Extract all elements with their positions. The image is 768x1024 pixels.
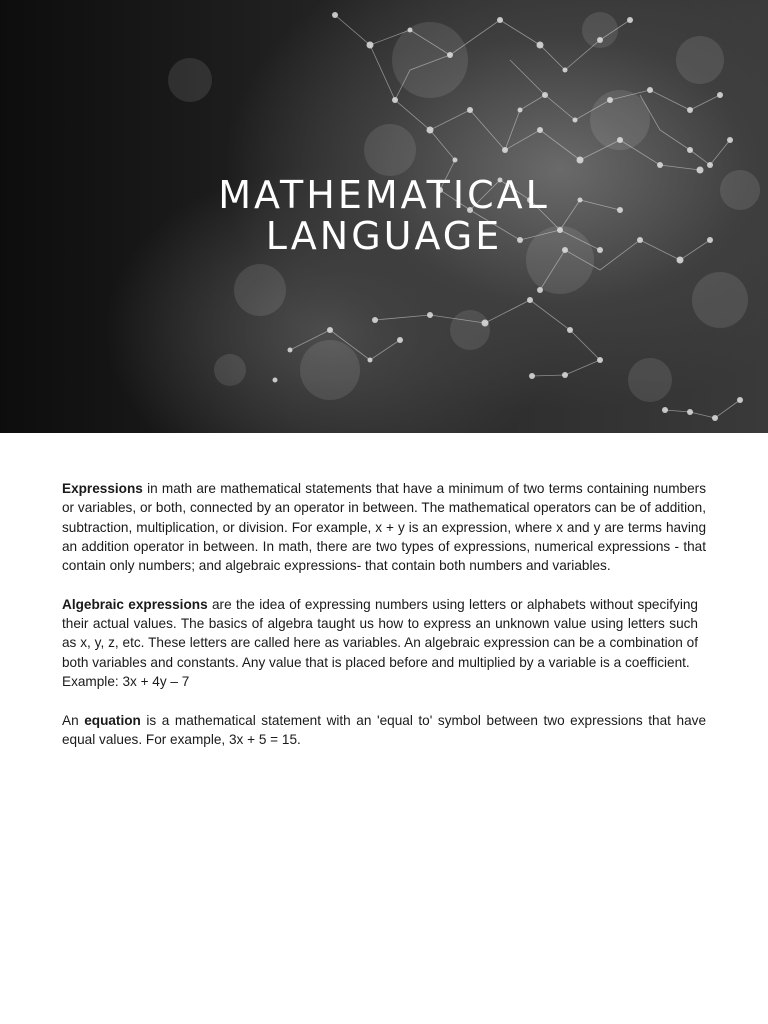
document-body	[62, 479, 706, 768]
title-line-1: MATHEMATICAL	[218, 173, 550, 217]
paragraph-equation-text: is a mathematical statement with an 'equal to' symbol between two expressions that have equal values. For example, 3x + 5 = 15.	[62, 712, 706, 747]
term-equation: equation	[84, 712, 141, 728]
paragraph-algebraic-expressions	[62, 595, 698, 672]
paragraph-expressions	[62, 479, 706, 575]
example-line: Example: 3x + 4y – 7	[62, 673, 190, 689]
title-line-2: LANGUAGE	[265, 214, 503, 258]
term-algebraic-expressions: Algebraic expressions	[62, 596, 208, 612]
paragraph-algebraic-expressions-text: are the idea of expressing numbers using letters or alphabets without specifying their actual values. The basics of algebra taught us how to express an unknown value using letters such as x, y, z, etc. These letters are called here as variables. An algebraic expression can be a combination of both variables and constants. Any value that is placed before and multiplied by a variable is a coefficient.	[62, 596, 698, 670]
paragraph-equation-lead: An	[62, 712, 85, 728]
paragraph-equation	[62, 711, 706, 750]
paragraph-expressions-text: in math are mathematical statements that have a minimum of two terms containing numbers or variables, or both, connected by an operator in between. The mathematical operators can be of addition, subtraction, multiplication, or division. For example, x + y is an expression, where x and y are terms having an addition operator in between. In math, there are two types of expressions, numerical expressions - that contain only numbers; and algebraic expressions- that contain both numbers and variables.	[62, 481, 706, 574]
term-expressions: Expressions	[62, 481, 143, 496]
header-banner	[0, 0, 768, 433]
